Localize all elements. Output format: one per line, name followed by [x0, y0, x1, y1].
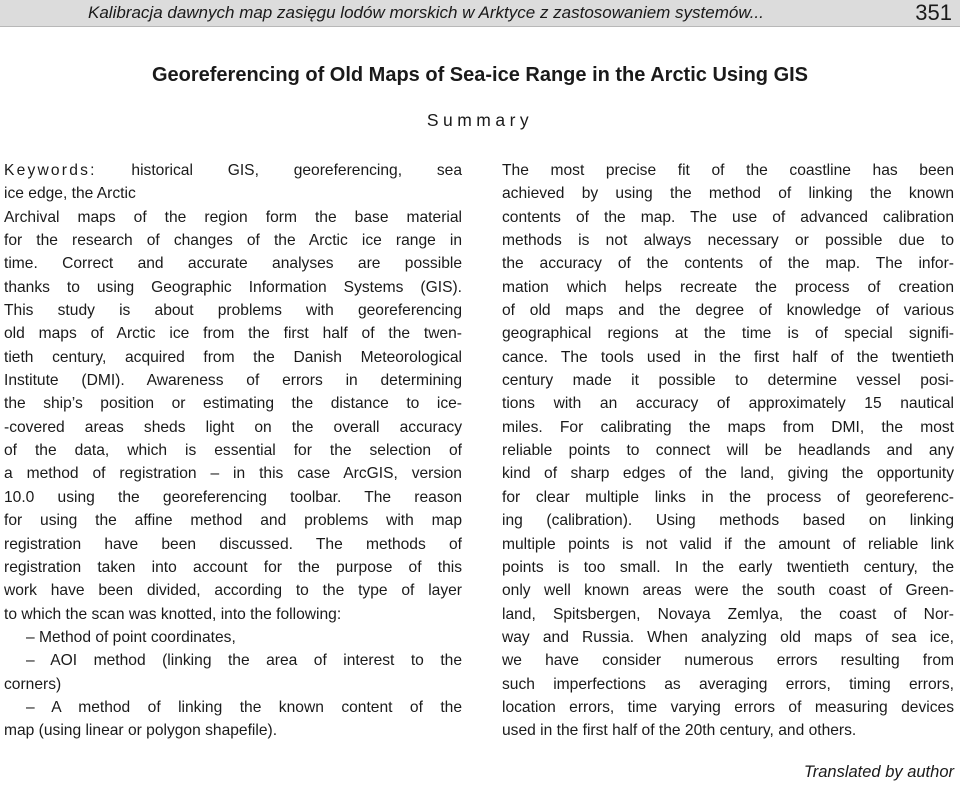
text-line: The most precise fit of the coastline has been	[502, 162, 954, 179]
page-number: 351	[915, 0, 952, 25]
text-line: we have consider numerous errors resulting from	[502, 652, 954, 670]
text-line: methods is not always necessary or possible due to	[502, 232, 954, 250]
text-line: only well known areas were the south coast of Green-	[502, 582, 954, 600]
text-line: tions with an accuracy of approximately 15 nautical	[502, 395, 954, 413]
running-title: Kalibracja dawnych map zasięgu lodów morskich w Arktyce z zastosowaniem systemów...	[88, 3, 764, 22]
text-line: points is too small. In the early twentieth century, the	[502, 558, 954, 576]
text-line: contents of the map. The use of advanced calibration	[502, 208, 954, 226]
text-line: miles. For calibrating the maps from DMI, the most	[502, 418, 954, 436]
text-line: mation which helps recreate the process of creation	[502, 278, 954, 296]
text-line: Archival maps of the region form the base material	[4, 208, 462, 226]
text-line: used in the first half of the 20th century, and others.	[502, 722, 857, 740]
text-line: -covered areas sheds light on the overall accuracy	[4, 418, 462, 436]
text-line: Institute (DMI). Awareness of errors in determining	[4, 372, 462, 390]
text-line: a method of registration – in this case ArcGIS, version	[4, 465, 462, 483]
running-header	[0, 0, 960, 27]
text-line: thanks to using Geographic Information Systems (GIS).	[4, 278, 462, 296]
text-line: geographical regions at the time is of special signifi-	[502, 325, 954, 343]
list-item: – Method of point coordinates,	[26, 628, 236, 646]
text-line: work have been divided, according to the type of layer	[4, 582, 462, 600]
translator-note: Translated by author	[803, 763, 954, 781]
text-line: century made it possible to determine vessel posi-	[502, 372, 954, 390]
text-line: old maps of Arctic ice from the first half of the twen-	[4, 325, 462, 343]
text-line: the ship’s position or estimating the distance to ice-	[4, 395, 462, 413]
summary-heading	[0, 110, 960, 131]
keywords-text: historical GIS, georeferencing, sea	[96, 162, 462, 179]
text-line: registration taken into account for the purpose of this	[4, 558, 462, 576]
article-title: Georeferencing of Old Maps of Sea-ice Range in the Arctic Using GIS	[151, 64, 809, 86]
text-line: land, Spitsbergen, Novaya Zemlya, the coast of Nor-	[502, 605, 954, 623]
text-line: cance. The tools used in the first half of the twentieth	[502, 348, 954, 366]
text-line: of old maps and the degree of knowledge of various	[502, 302, 954, 320]
text-line: for using the affine method and problems with map	[4, 512, 462, 530]
text-line: location errors, time varying errors of measuring devices	[502, 698, 954, 716]
list-item-continuation: corners)	[4, 675, 62, 693]
text-line: 10.0 using the georeferencing toolbar. The reason	[4, 488, 462, 506]
text-line: way and Russia. When analyzing old maps of sea ice,	[502, 628, 954, 646]
text-line: for clear multiple links in the process of georeferenc-	[502, 488, 954, 506]
text-line: to which the scan was knotted, into the following:	[4, 605, 342, 623]
left-column	[4, 159, 462, 743]
text-line: This study is about problems with georeferencing	[4, 302, 462, 320]
list-item: – A method of linking the known content of the	[26, 698, 462, 716]
text-line: kind of sharp edges of the land, giving the opportunity	[502, 465, 954, 483]
text-line: for the research of changes of the Arctic ice range in	[4, 232, 462, 250]
text-line: ice edge, the Arctic	[4, 185, 136, 203]
list-item-continuation: map (using linear or polygon shapefile).	[4, 722, 278, 740]
text-line: multiple points is not valid if the amount of reliable link	[502, 535, 954, 553]
text-line: the accuracy of the contents of the map. The infor-	[502, 255, 954, 273]
text-line: ing (calibration). Using methods based on linking	[502, 512, 954, 530]
text-line: achieved by using the method of linking the known	[502, 185, 954, 203]
summary-heading-text: Summary	[426, 110, 534, 130]
text-line: such imperfections as averaging errors, timing errors,	[502, 675, 954, 693]
list-item: – AOI method (linking the area of interest to the	[26, 652, 462, 670]
text-line: of the data, which is essential for the selection of	[4, 442, 462, 460]
keywords-label: Keywords:	[4, 162, 97, 179]
keywords-line	[4, 159, 462, 182]
right-column	[502, 159, 954, 743]
text-line: time. Correct and accurate analyses are possible	[4, 255, 462, 273]
text-line: tieth century, acquired from the Danish Meteorological	[4, 348, 462, 366]
text-line: registration have been discussed. The methods of	[4, 535, 462, 553]
text-line: reliable points to connect will be headlands and any	[502, 442, 954, 460]
